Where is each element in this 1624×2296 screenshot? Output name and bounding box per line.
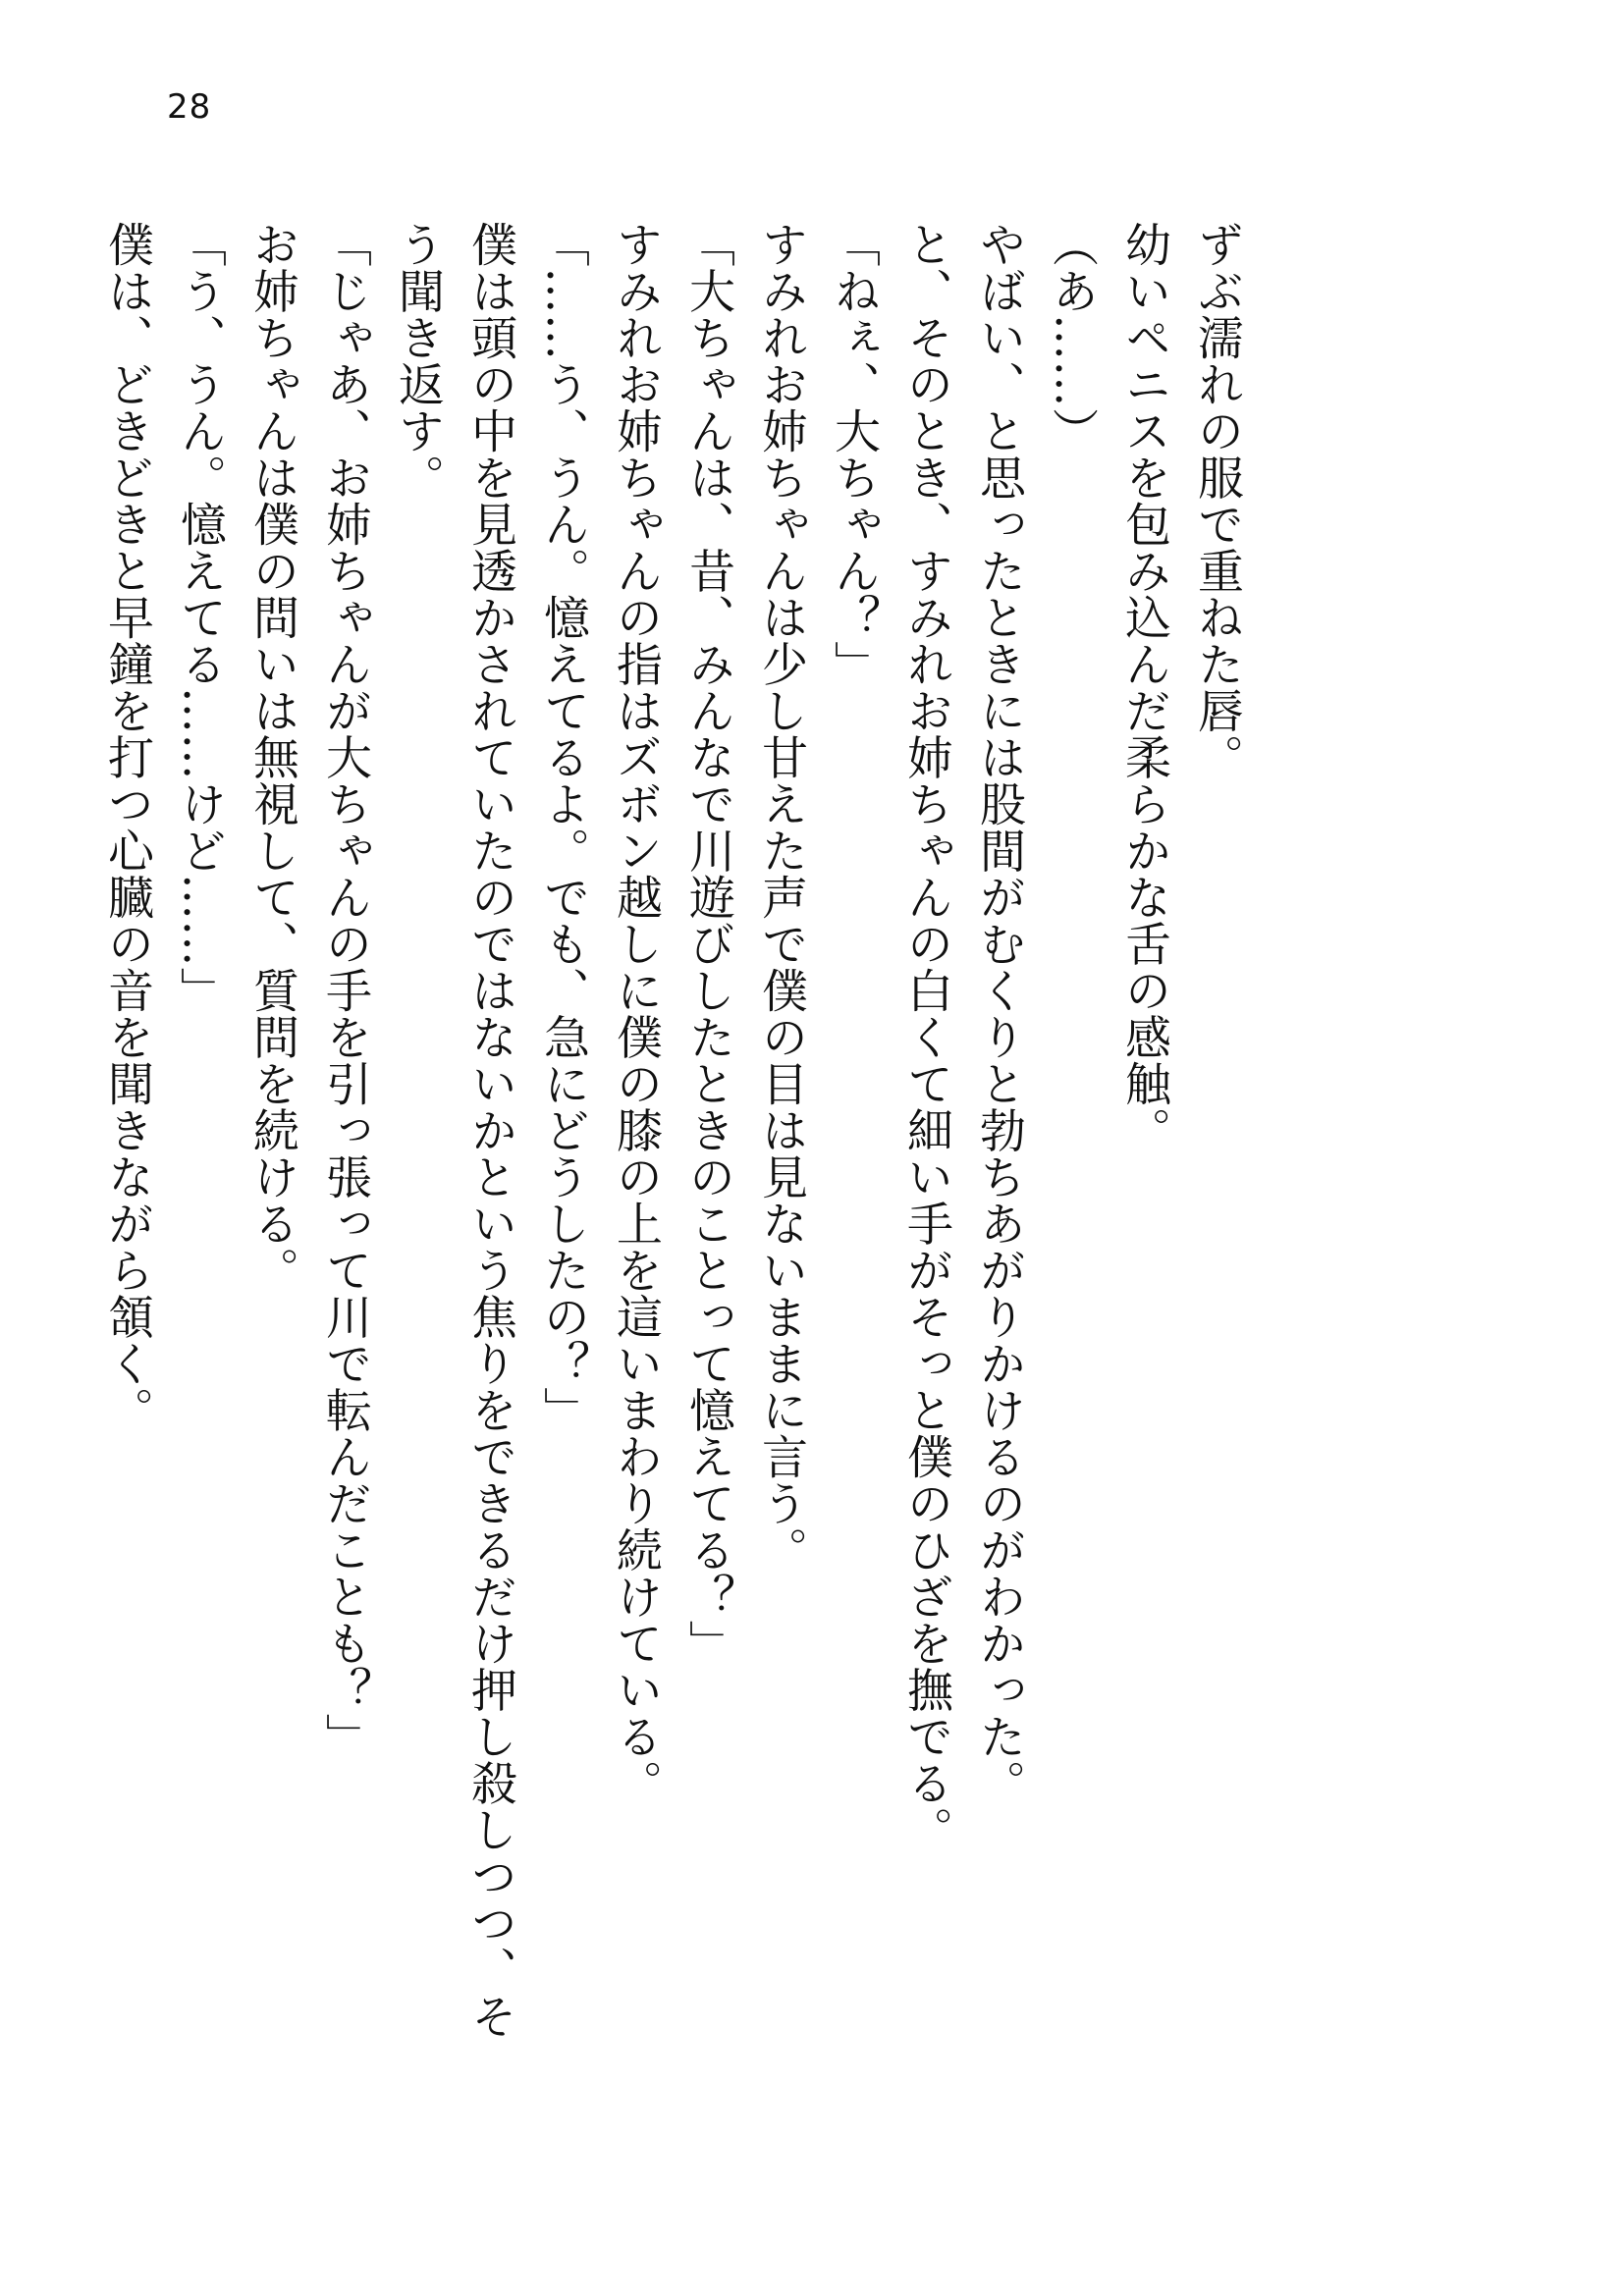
- text-line: すみれお姉ちゃんの指はズボン越しに僕の膝の上を這いまわり続けている。: [609, 221, 663, 1806]
- text-line: （あ……）: [1045, 221, 1099, 454]
- text-line: 僕は、どきどきと早鐘を打つ心臓の音を聞きながら頷く。: [100, 221, 154, 1433]
- text-line: う聞き返す。: [391, 221, 445, 501]
- text-line: 「……う、うん。憶えてるよ。でも、急にどうしたの？」: [536, 221, 590, 1433]
- page-number: 28: [167, 87, 212, 127]
- text-line: と、そのとき、すみれお姉ちゃんの白くて細い手がそっと僕のひざを撫でる。: [899, 221, 953, 1853]
- text-line: 僕は頭の中を見透かされていたのではないかという焦りをできるだけ押し殺しつつ、そ: [463, 221, 517, 2040]
- text-line: お姉ちゃんは僕の問いは無視して、質問を続ける。: [245, 221, 299, 1294]
- text-line: ずぶ濡れの服で重ねた唇。: [1190, 221, 1244, 780]
- text-line: 「ねぇ、大ちゃん？」: [827, 221, 881, 687]
- text-line: すみれお姉ちゃんは少し甘えた声で僕の目は見ないままに言う。: [754, 221, 808, 1574]
- text-line: 「大ちゃんは、昔、みんなで川遊びしたときのことって憶えてる？」: [681, 221, 735, 1667]
- vertical-text-body: [90, 221, 1253, 2164]
- text-line: 幼いペニスを包み込んだ柔らかな舌の感触。: [1117, 221, 1171, 1153]
- text-line: 「じゃあ、お姉ちゃんが大ちゃんの手を引っ張って川で転んだことも？」: [318, 221, 372, 1760]
- text-line: 「う、うん。憶えてる……けど……」: [173, 221, 227, 1014]
- text-line: やばい、と思ったときには股間がむくりと勃ちあがりかけるのがわかった。: [972, 221, 1026, 1806]
